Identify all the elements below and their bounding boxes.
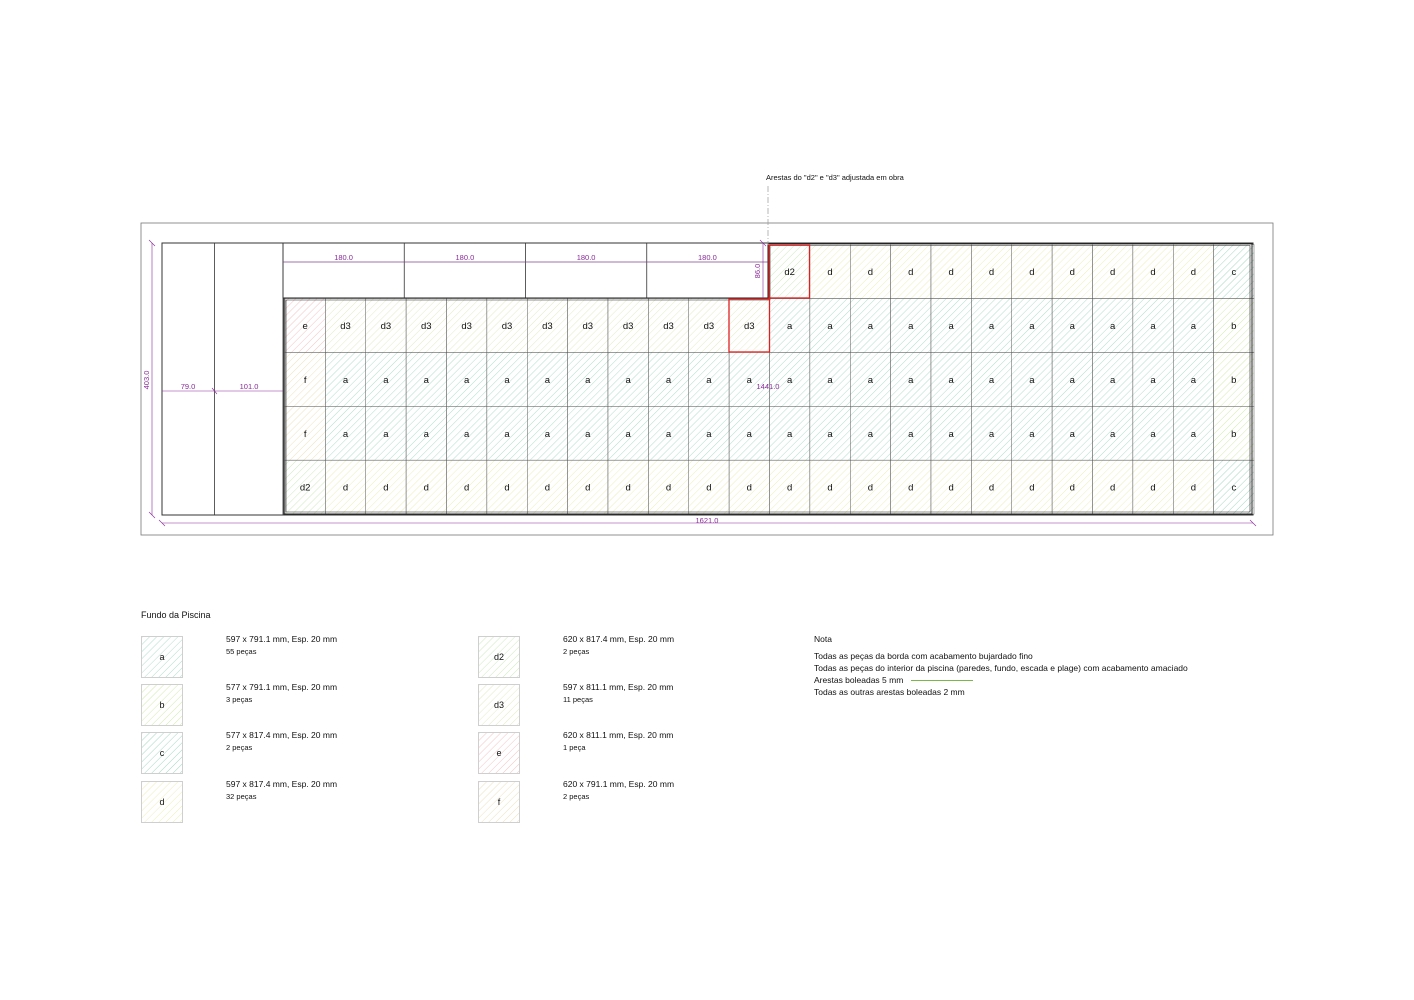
tile-label: d3 <box>340 320 351 332</box>
tile-a <box>527 406 567 460</box>
tile-a <box>406 352 446 406</box>
tile-d <box>366 460 406 514</box>
tile-a <box>931 299 971 353</box>
tile-c <box>1214 460 1254 514</box>
tile-d3 <box>729 299 769 353</box>
tile-label: a <box>988 428 995 440</box>
tile-label: a <box>504 428 510 440</box>
tile-d3 <box>366 299 406 353</box>
tile-label: d <box>1150 482 1156 494</box>
tile-a <box>729 406 769 460</box>
legend-title: Fundo da Piscina <box>141 610 211 620</box>
tile-label: d3 <box>622 320 634 332</box>
tile-a <box>1052 299 1092 353</box>
tile-label: a <box>948 428 954 440</box>
tile-label: d <box>1110 482 1116 494</box>
legend-dimensions: 597 x 811.1 mm, Esp. 20 mm <box>563 682 674 692</box>
legend-dimensions: 620 x 811.1 mm, Esp. 20 mm <box>563 730 674 740</box>
tile-d3 <box>608 299 648 353</box>
tile-label: d <box>867 482 874 494</box>
tile-label: d <box>1150 267 1156 278</box>
tile-d <box>527 460 567 514</box>
tile-a <box>1012 299 1052 353</box>
legend-dimensions: 597 x 791.1 mm, Esp. 20 mm <box>226 634 338 644</box>
tile-a <box>1052 352 1092 406</box>
tile-label: d3 <box>703 320 715 332</box>
tile-label: f <box>303 428 307 440</box>
tile-a <box>931 406 971 460</box>
tile-d <box>1012 460 1052 514</box>
dim-top-segment-1: 180.0 <box>334 253 353 262</box>
legend-swatch-c <box>141 732 183 774</box>
tile-d <box>1133 245 1173 299</box>
tile-label: d <box>948 267 954 278</box>
tile-label: d <box>1110 267 1116 278</box>
tile-d <box>810 460 850 514</box>
tile-label: d <box>1069 482 1075 494</box>
legend-count: 11 peças <box>563 695 593 704</box>
tile-label: d <box>1069 267 1075 278</box>
tile-label: a <box>787 428 793 440</box>
tile-label: d3 <box>461 320 472 332</box>
nota-line: Todas as peças do interior da piscina (paredes, fundo, escada e plage) com acabamento amaciado <box>814 663 1188 673</box>
tile-a <box>487 406 527 460</box>
tile-label: d <box>1190 482 1197 494</box>
tile-label: d <box>383 482 389 494</box>
tile-label: a <box>464 428 470 440</box>
tile-a <box>447 406 487 460</box>
tile-d3 <box>406 299 446 353</box>
tile-label: d3 <box>421 320 432 332</box>
tile-a <box>608 352 648 406</box>
legend-dimensions: 577 x 791.1 mm, Esp. 20 mm <box>226 682 338 692</box>
nota-line: Todas as peças da borda com acabamento bujardado fino <box>814 651 1033 661</box>
tile-a <box>1093 352 1133 406</box>
tile-label: a <box>827 320 833 332</box>
tile-label: f <box>303 374 307 386</box>
tile-label: a <box>342 374 349 386</box>
tile-d3 <box>568 299 608 353</box>
tile-label: d <box>908 267 914 278</box>
legend-swatch-e <box>478 732 520 774</box>
tile-a <box>325 406 365 460</box>
tile-label: a <box>867 428 874 440</box>
legend-code: d2 <box>493 652 504 662</box>
tile-d <box>1012 245 1052 299</box>
tile-label: a <box>908 374 914 386</box>
tile-d <box>1052 460 1092 514</box>
tile-d <box>487 460 527 514</box>
legend-dimensions: 620 x 791.1 mm, Esp. 20 mm <box>563 779 675 789</box>
legend-count: 55 peças <box>226 647 257 656</box>
tile-label: a <box>544 428 551 440</box>
legend-swatch-d <box>141 781 183 823</box>
tile-label: a <box>383 374 389 386</box>
tile-a <box>1093 406 1133 460</box>
dim-top-strip-height: 86.0 <box>753 263 762 279</box>
tile-label: a <box>665 428 672 440</box>
legend-swatch-f <box>478 781 520 823</box>
tile-d <box>447 460 487 514</box>
tile-d <box>608 460 648 514</box>
tile-d <box>325 460 365 514</box>
tile-label: d <box>423 482 429 494</box>
tile-d <box>931 460 971 514</box>
tile-label: d <box>342 482 349 494</box>
legend-count: 1 peça <box>563 743 586 752</box>
legend-dimensions: 577 x 817.4 mm, Esp. 20 mm <box>226 730 338 740</box>
legend-swatch-b <box>141 684 183 726</box>
tile-a <box>527 352 567 406</box>
tile-a <box>850 299 890 353</box>
tile-label: d <box>908 482 914 494</box>
legend-code: e <box>496 748 502 758</box>
tile-d <box>568 460 608 514</box>
tile-label: d <box>827 267 833 278</box>
tile-a <box>568 406 608 460</box>
dim-top-segment-2: 180.0 <box>455 253 475 262</box>
tile-label: a <box>423 428 429 440</box>
tile-a <box>1173 299 1213 353</box>
tile-a <box>447 352 487 406</box>
tile-label: a <box>625 374 631 386</box>
tile-label: d <box>1029 482 1035 494</box>
dim-inner-length: 1441.0 <box>756 382 780 391</box>
tile-label: a <box>908 320 914 332</box>
tile-d3 <box>689 299 729 353</box>
tile-f <box>285 352 325 406</box>
tile-label: a <box>1069 374 1075 386</box>
tile-a <box>1052 406 1092 460</box>
tile-label: a <box>342 428 349 440</box>
tile-a <box>1133 406 1173 460</box>
legend-dimensions: 620 x 817.4 mm, Esp. 20 mm <box>563 634 675 644</box>
legend-count: 2 peças <box>226 743 253 752</box>
tile-b <box>1214 406 1254 460</box>
top-strip <box>283 243 768 298</box>
legend-dimensions: 597 x 817.4 mm, Esp. 20 mm <box>226 779 338 789</box>
tile-a <box>810 299 850 353</box>
legend-code: a <box>159 652 165 662</box>
tile-d3 <box>527 299 567 353</box>
tile-label: d <box>1190 267 1197 278</box>
dim-left-strip-2: 101.0 <box>239 382 259 391</box>
tile-a <box>971 406 1011 460</box>
tile-b <box>1214 299 1254 353</box>
tile-d <box>406 460 446 514</box>
tile-label: a <box>746 374 752 386</box>
tile-label: a <box>948 374 954 386</box>
tile-label: d <box>625 482 631 494</box>
tile-label: d <box>665 482 672 494</box>
tile-d <box>931 245 971 299</box>
tile-a <box>1133 352 1173 406</box>
tile-label: d <box>1029 267 1035 278</box>
tile-a <box>850 352 890 406</box>
tile-d3 <box>325 299 365 353</box>
tile-a <box>1133 299 1173 353</box>
rounded-edge-marker <box>911 680 973 681</box>
tile-d <box>1093 460 1133 514</box>
tile-a <box>971 299 1011 353</box>
tile-label: d <box>746 482 752 494</box>
tile-d <box>1173 245 1213 299</box>
tile-a <box>1093 299 1133 353</box>
tile-label: d3 <box>380 320 392 332</box>
tile-a <box>891 406 931 460</box>
legend-swatch-a <box>141 636 183 678</box>
tile-d <box>1133 460 1173 514</box>
annotation-text: Arestas do "d2" e "d3" adjustada em obra <box>766 173 904 182</box>
tile-b <box>1214 352 1254 406</box>
dim-top-segment-4: 180.0 <box>698 253 717 262</box>
tile-d2 <box>285 460 325 514</box>
tile-label: d <box>827 482 833 494</box>
tile-label: a <box>1110 374 1116 386</box>
tile-d <box>1052 245 1092 299</box>
nota-title: Nota <box>814 634 832 644</box>
tile-label: a <box>1029 428 1035 440</box>
tile-d <box>971 245 1011 299</box>
tile-label: d <box>787 482 793 494</box>
tile-a <box>406 406 446 460</box>
tile-label: a <box>827 374 833 386</box>
tile-label: d2 <box>299 482 311 494</box>
tile-label: a <box>787 374 793 386</box>
tile-a <box>1012 406 1052 460</box>
tile-label: e <box>302 320 308 332</box>
tile-a <box>366 352 406 406</box>
tile-d <box>810 245 850 299</box>
tile-a <box>729 352 769 406</box>
tile-a <box>1173 406 1213 460</box>
legend-count: 2 peças <box>563 647 590 656</box>
legend-swatch-d2 <box>478 636 520 678</box>
tile-label: d <box>948 482 954 494</box>
tile-label: a <box>1029 374 1035 386</box>
tile-d <box>850 460 890 514</box>
tile-label: a <box>867 320 874 332</box>
tile-label: a <box>1150 320 1156 332</box>
tile-a <box>366 406 406 460</box>
tile-label: d3 <box>501 320 513 332</box>
tile-label: a <box>948 320 954 332</box>
tile-a <box>931 352 971 406</box>
tile-a <box>487 352 527 406</box>
tile-d <box>770 460 810 514</box>
tile-label: a <box>1190 428 1197 440</box>
legend-code: d3 <box>493 700 504 710</box>
tile-label: a <box>1029 320 1035 332</box>
tile-label: c <box>1231 482 1237 494</box>
tile-e <box>285 299 325 353</box>
tile-a <box>325 352 365 406</box>
tile-a <box>850 406 890 460</box>
tile-label: d3 <box>582 320 594 332</box>
tile-label: d <box>464 482 470 494</box>
tile-a <box>971 352 1011 406</box>
tile-label: a <box>746 428 752 440</box>
tile-a <box>891 352 931 406</box>
tile-label: d <box>706 482 712 494</box>
tile-label: a <box>1069 320 1075 332</box>
tile-label: a <box>706 428 712 440</box>
tile-label: a <box>706 374 712 386</box>
nota-line-text: Arestas boleadas 5 mm <box>814 675 904 685</box>
tile-label: d <box>988 267 995 278</box>
tile-label: a <box>585 374 591 386</box>
tile-label: a <box>1110 320 1116 332</box>
tile-label: a <box>988 374 995 386</box>
tile-label: b <box>1231 428 1237 440</box>
tile-label: a <box>1150 428 1156 440</box>
tile-a <box>810 406 850 460</box>
dim-left-strip-1: 79.0 <box>180 382 196 391</box>
legend-count: 3 peças <box>226 695 253 704</box>
tile-label: a <box>1069 428 1075 440</box>
tile-label: a <box>988 320 995 332</box>
tile-label: a <box>625 428 631 440</box>
tile-a <box>1012 352 1052 406</box>
tile-a <box>770 406 810 460</box>
tile-label: a <box>908 428 914 440</box>
tile-label: a <box>383 428 389 440</box>
tile-d2 <box>770 245 810 299</box>
tile-label: d2 <box>784 267 795 278</box>
tile-d <box>648 460 688 514</box>
tile-a <box>648 406 688 460</box>
tile-label: a <box>665 374 672 386</box>
tile-label: d3 <box>744 320 755 332</box>
legend-code: b <box>159 700 165 710</box>
dim-overall-width: 403.0 <box>142 370 151 390</box>
tile-label: a <box>1190 320 1197 332</box>
tile-label: a <box>504 374 510 386</box>
tile-label: d <box>504 482 510 494</box>
dim-overall-length: 1621.0 <box>695 516 719 525</box>
tile-label: a <box>867 374 874 386</box>
tile-a <box>1173 352 1213 406</box>
tile-label: d3 <box>663 320 674 332</box>
legend-swatch-d3 <box>478 684 520 726</box>
tile-a <box>770 299 810 353</box>
tile-label: d3 <box>542 320 553 332</box>
tile-a <box>689 352 729 406</box>
tile-label: d <box>585 482 591 494</box>
nota-line: Todas as outras arestas boleadas 2 mm <box>814 687 965 697</box>
tile-c <box>1214 245 1254 299</box>
tile-label: a <box>827 428 833 440</box>
tile-label: d <box>988 482 995 494</box>
tile-d <box>891 245 931 299</box>
tile-a <box>648 352 688 406</box>
tile-d <box>891 460 931 514</box>
tile-label: a <box>464 374 470 386</box>
tile-a <box>810 352 850 406</box>
legend-code: d <box>159 797 165 807</box>
tile-label: a <box>1150 374 1156 386</box>
tile-label: d <box>867 267 874 278</box>
tile-d <box>1173 460 1213 514</box>
tile-label: a <box>544 374 551 386</box>
tile-label: a <box>1110 428 1116 440</box>
tile-a <box>891 299 931 353</box>
legend-count: 2 peças <box>563 792 590 801</box>
tile-d <box>689 460 729 514</box>
legend-code: f <box>497 797 501 807</box>
tile-label: b <box>1231 374 1237 386</box>
tile-label: b <box>1231 320 1237 332</box>
tile-label: a <box>585 428 591 440</box>
tile-label: a <box>787 320 793 332</box>
tile-d <box>729 460 769 514</box>
tile-d <box>1093 245 1133 299</box>
nota <box>814 633 1188 698</box>
dim-top-segment-3: 180.0 <box>576 253 596 262</box>
tile-a <box>770 352 810 406</box>
tile-d3 <box>487 299 527 353</box>
tile-label: a <box>423 374 429 386</box>
tile-d3 <box>648 299 688 353</box>
legend-code: c <box>159 748 165 758</box>
tile-a <box>568 352 608 406</box>
tile-d3 <box>447 299 487 353</box>
legend-count: 32 peças <box>226 792 257 801</box>
tile-d <box>850 245 890 299</box>
tile-d <box>971 460 1011 514</box>
nota-line <box>814 674 1188 686</box>
tile-label: c <box>1231 267 1237 278</box>
tile-f <box>285 406 325 460</box>
tile-a <box>689 406 729 460</box>
tile-label: d <box>544 482 551 494</box>
tile-label: a <box>1190 374 1197 386</box>
tile-a <box>608 406 648 460</box>
